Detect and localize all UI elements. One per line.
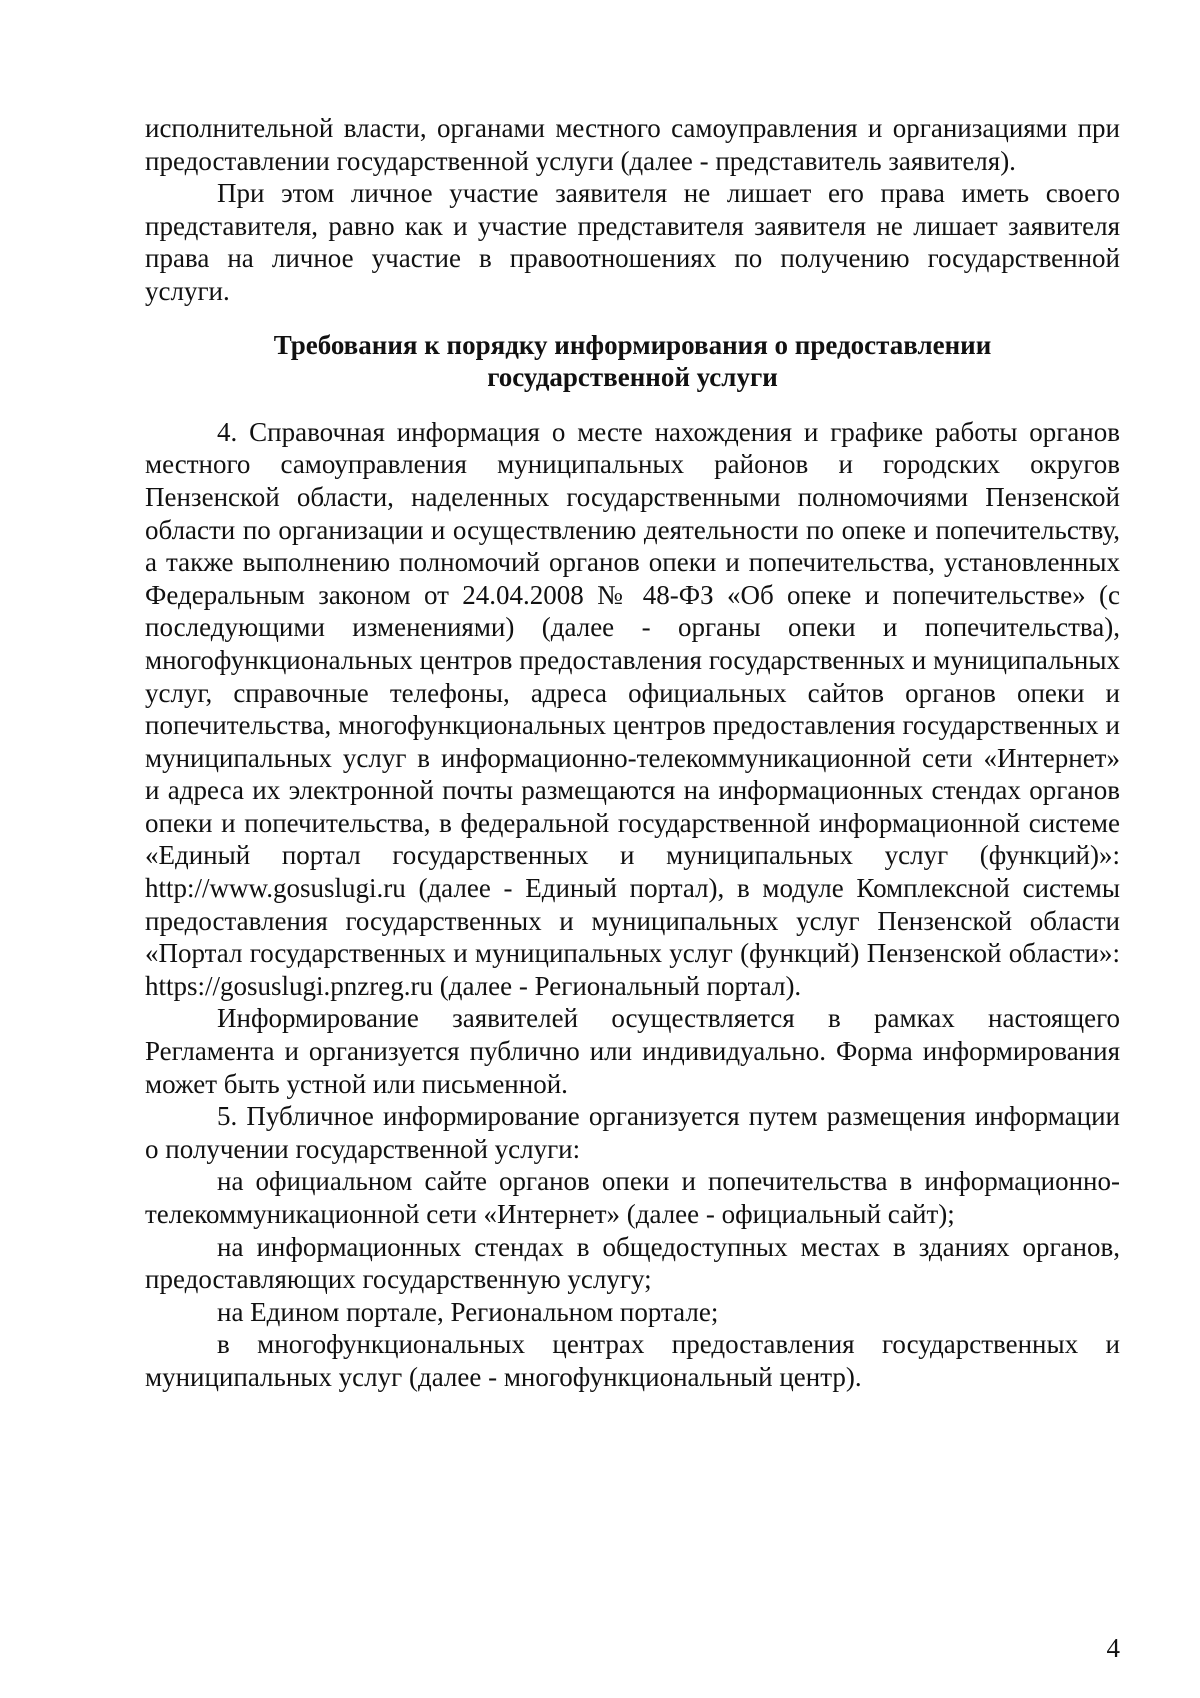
list-item-mfc: в многофункциональных центрах предоставления государственных и муниципальных услуг (далее - многофункциональный центр). (145, 1329, 1120, 1392)
paragraph-continuation: исполнительной власти, органами местного самоуправления и организациями при предоставлении государственной услуги (далее - представитель заявителя). (145, 113, 1120, 176)
section-heading-line-2: государственной услуги (487, 362, 778, 393)
page-number: 4 (1106, 1633, 1120, 1663)
paragraph-personal-participation: При этом личное участие заявителя не лишает его права иметь своего представителя, равно как и участие представителя заявителя не лишает заявителя права на личное участие в правоотношениях по получению государственной услуги. (145, 178, 1120, 306)
section-heading (145, 329, 1120, 394)
list-item-official-site: на официальном сайте органов опеки и попечительства в информационно-телекоммуникационной сети «Интернет» (далее - официальный сайт); (145, 1166, 1120, 1229)
list-item-portals: на Едином портале, Региональном портале; (217, 1296, 719, 1327)
document-page (145, 112, 1120, 1394)
paragraph-item-4: 4. Справочная информация о месте нахождения и графике работы органов местного самоуправления муниципальных районов и городских округов Пензенской области, наделенных государственными полномочиями Пензенской области по организации и осуществлению деятельности по опеке и попечительству, а также выполнению полномочий органов опеки и попечительства, установленных Федеральным законом от 24.04.2008 № 48-ФЗ «Об опеке и попечительстве» (с последующими изменениями) (далее - органы опеки и попечительства), многофункциональных центров предоставления государственных и муниципальных услуг, справочные телефоны, адреса официальных сайтов органов опеки и попечительства, многофункциональных центров предоставления государственных и муниципальных услуг в информационно-телекоммуникационной сети «Интернет» и адреса их электронной почты размещаются на информационных стендах органов опеки и попечительства, в федеральной государственной информационной системе «Единый портал государственных и муниципальных услуг (функций)»: http://www.gosuslugi.ru (далее - Единый портал), в модуле Комплексной системы предоставления государственных и муниципальных услуг Пензенской области «Портал государственных и муниципальных услуг (функций) Пензенской области»: https://gosuslugi.pnzreg.ru (далее - Региональный портал). (145, 416, 1120, 1001)
section-heading-line-1: Требования к порядку информирования о предоставлении (273, 329, 992, 360)
paragraph-informing-form: Информирование заявителей осуществляется в рамках настоящего Регламента и организуется публично или индивидуально. Форма информирования может быть устной или письменной. (145, 1003, 1120, 1099)
list-item-info-stands: на информационных стендах в общедоступных местах в зданиях органов, предоставляющих государственную услугу; (145, 1231, 1120, 1295)
paragraph-item-5: 5. Публичное информирование организуется путем размещения информации о получении государственной услуги: (145, 1101, 1120, 1164)
